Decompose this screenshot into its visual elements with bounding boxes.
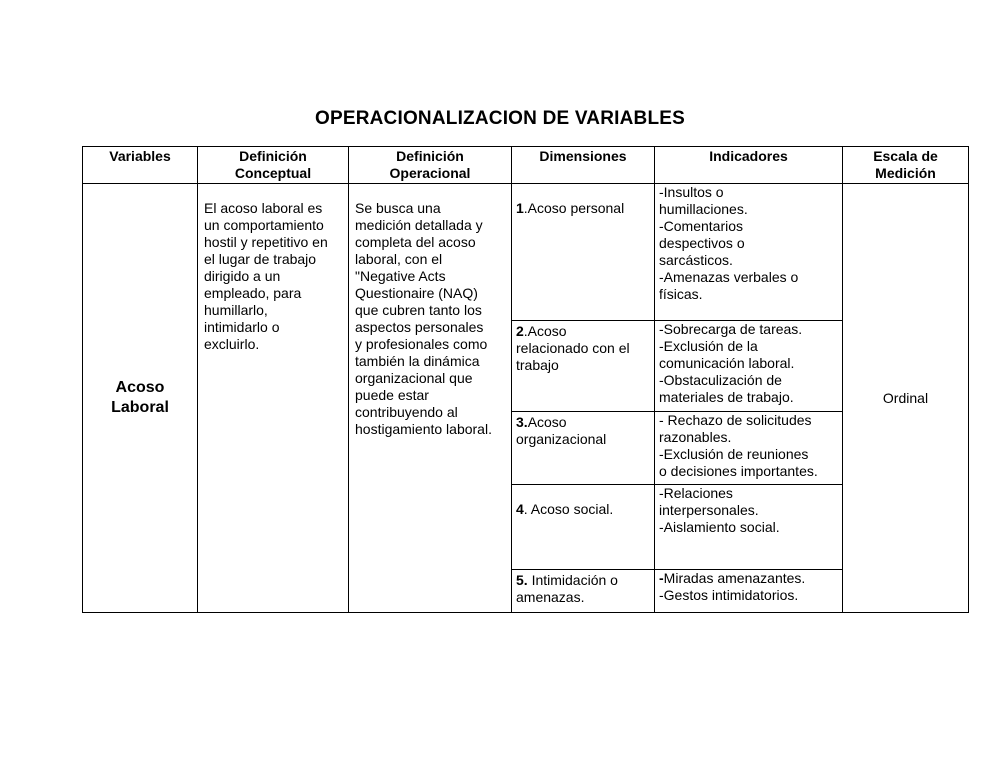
header-variables: Variables: [83, 147, 198, 184]
dimension-cell-1: 1.Acoso personal: [512, 184, 655, 321]
header-def-operacional: Definición Operacional: [349, 147, 512, 184]
indicator-cell-5: -Miradas amenazantes. -Gestos intimidatorios.: [655, 570, 843, 613]
indicator-cell-4: -Relaciones interpersonales. -Aislamiento social.: [655, 485, 843, 570]
header-indicadores: Indicadores: [655, 147, 843, 184]
page-title: OPERACIONALIZACION DE VARIABLES: [314, 108, 686, 129]
operationalization-table: [82, 146, 969, 613]
variable-cell: Acoso Laboral: [83, 184, 198, 613]
header-def-conceptual: Definición Conceptual: [198, 147, 349, 184]
indicator-cell-3: - Rechazo de solicitudes razonables. -Exclusión de reuniones o decisiones importantes.: [655, 412, 843, 485]
def-conceptual-cell: El acoso laboral es un comportamiento hostil y repetitivo en el lugar de trabajo dirigido a un empleado, para humillarlo, intimidarlo o excluirlo.: [198, 184, 349, 613]
dimension-cell-4: 4. Acoso social.: [512, 485, 655, 570]
indicator-cell-2: -Sobrecarga de tareas. -Exclusión de la comunicación laboral. -Obstaculización de materiales de trabajo.: [655, 321, 843, 412]
header-dimensiones: Dimensiones: [512, 147, 655, 184]
def-operacional-cell: Se busca una medición detallada y completa del acoso laboral, con el "Negative Acts Questionaire (NAQ) que cubren tanto los aspectos personales y profesionales como también la dinámica organizacional que puede estar contribuyendo al hostigamiento laboral.: [349, 184, 512, 613]
scale-cell: Ordinal: [843, 184, 969, 613]
header-escala: Escala de Medición: [843, 147, 969, 184]
dimension-cell-5: 5. Intimidación o amenazas.: [512, 570, 655, 613]
dimension-cell-3: 3.Acoso organizacional: [512, 412, 655, 485]
indicator-cell-1: -Insultos o humillaciones. -Comentarios despectivos o sarcásticos. -Amenazas verbales o físicas.: [655, 184, 843, 321]
dimension-cell-2: 2.Acoso relacionado con el trabajo: [512, 321, 655, 412]
table-row: [83, 184, 969, 321]
header-row: [83, 147, 969, 184]
